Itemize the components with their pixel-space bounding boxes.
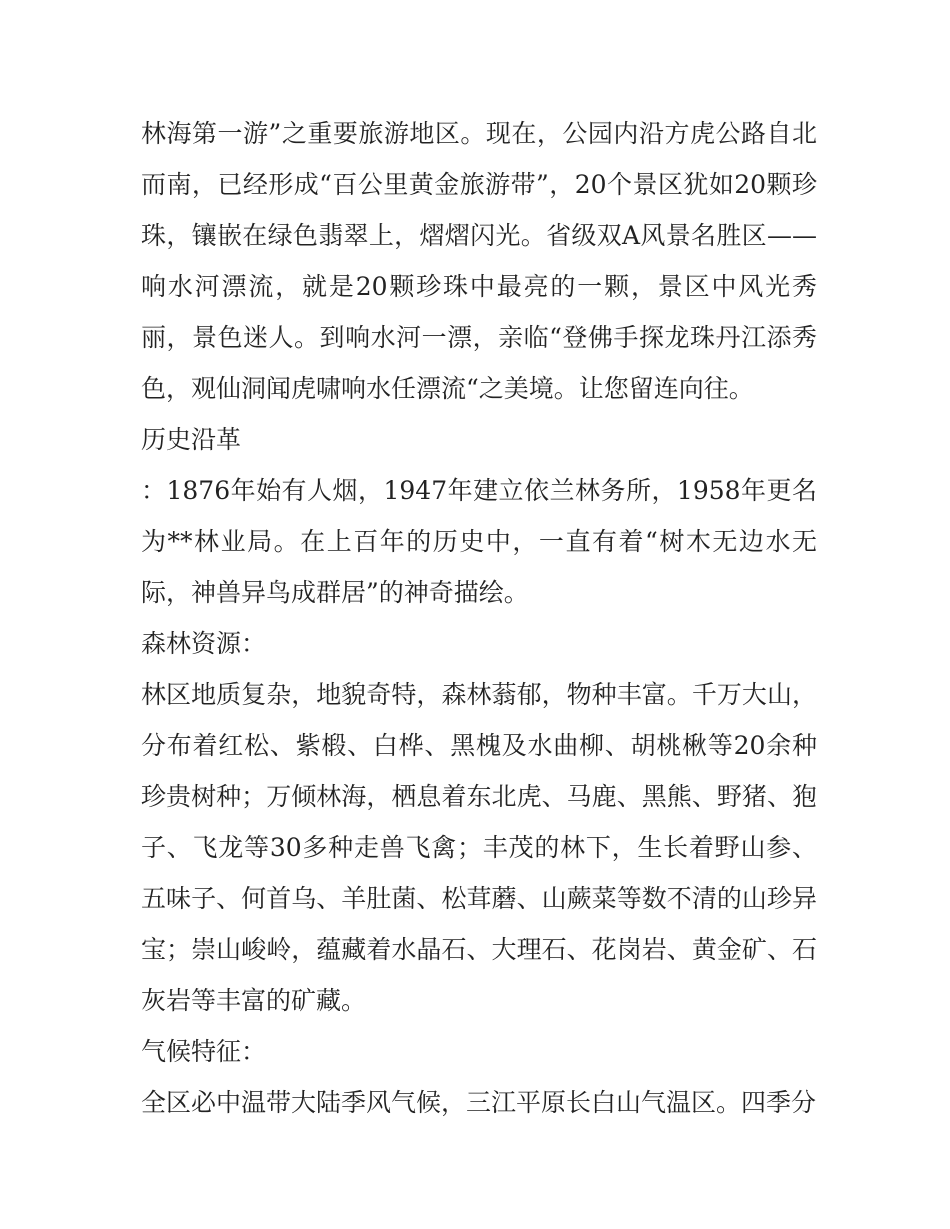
document-body <box>141 108 817 1128</box>
section-heading-climate: 气候特征： <box>141 1037 267 1066</box>
forest-paragraph: 林区地质复杂，地貌奇特，森林蓊郁，物种丰富。千万大山，分布着红松、紫椴、白桦、黑槐及水曲柳、胡桃楸等20余种珍贵树种；万倾林海，栖息着东北虎、马鹿、黑熊、野猪、狍子、飞龙等30多种走兽飞禽；丰茂的林下，生长着野山参、五味子、何首乌、羊肚菌、松茸蘑、山蕨菜等数不清的山珍异宝；崇山峻岭，蕴藏着水晶石、大理石、花岗岩、黄金矿、石灰岩等丰富的矿藏。 <box>141 680 817 1015</box>
climate-paragraph: 全区必中温带大陆季风气候，三江平原长白山气温区。四季分 <box>141 1088 817 1117</box>
intro-paragraph: 林海第一游”之重要旅游地区。现在，公园内沿方虎公路自北而南，已经形成“百公里黄金旅游带”，20个景区犹如20颗珍珠，镶嵌在绿色翡翠上，熠熠闪光。省级双A风景名胜区——响水河漂流，就是20颗珍珠中最亮的一颗，景区中风光秀丽，景色迷人。到响水河一漂，亲临“登佛手探龙珠丹江添秀色，观仙洞闻虎啸响水任漂流“之美境。让您留连向往。 <box>141 119 817 403</box>
section-heading-forest: 森林资源： <box>141 629 267 658</box>
history-paragraph: ：1876年始有人烟，1947年建立依兰林务所，1958年更名为**林业局。在上百年的历史中，一直有着“树木无边水无际，神兽异鸟成群居”的神奇描绘。 <box>141 476 817 607</box>
section-heading-history: 历史沿革 <box>141 425 242 454</box>
